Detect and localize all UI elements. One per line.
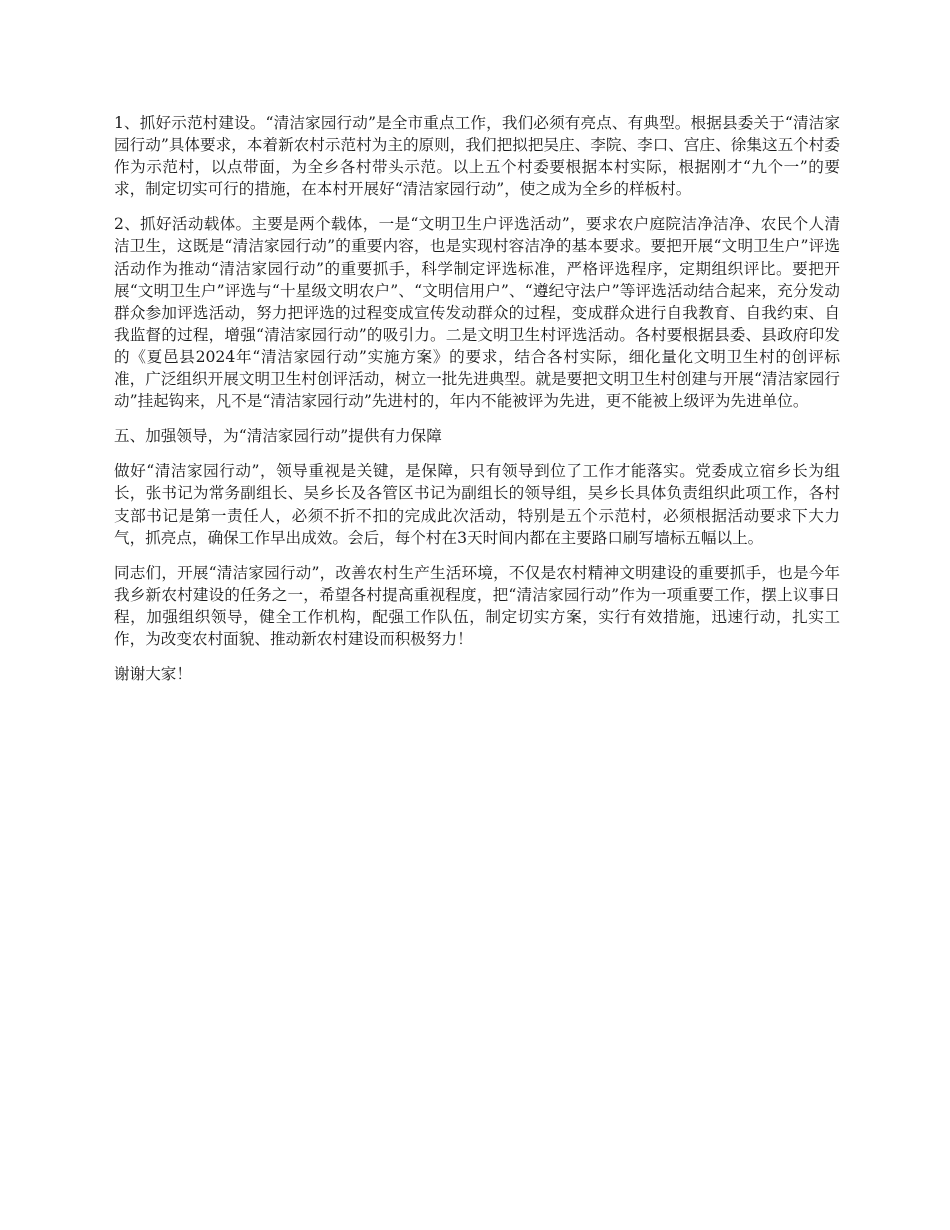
paragraph-leadership: 做好“清洁家园行动”，领导重视是关键，是保障，只有领导到位了工作才能落实。党委成立宿乡长为组长，张书记为常务副组长、吴乡长及各管区书记为副组长的领导组，吴乡长具体负责组织此项工作，各村支部书记是第一责任人，必须不折不扣的完成此次活动，特别是五个示范村，必须根据活动要求下大力气，抓亮点，确保工作早出成效。会后，每个村在3天时间内都在主要路口刷写墙标五幅以上。 bbox=[114, 462, 840, 547]
paragraph-demonstration-village: 1、抓好示范村建设。“清洁家园行动”是全市重点工作，我们必须有亮点、有典型。根据县委关于“清洁家园行动”具体要求，本着新农村示范村为主的原则，我们把拟把吴庄、李院、李口、宫庄、徐集这五个村委作为示范村，以点带面，为全乡各村带头示范。以上五个村委要根据本村实际，根据刚才“九个一”的要求，制定切实可行的措施，在本村开展好“清洁家园行动”，使之成为全乡的样板村。 bbox=[114, 114, 840, 199]
paragraph-activity-carrier: 2、抓好活动载体。主要是两个载体，一是“文明卫生户评选活动”，要求农户庭院洁净洁净、农民个人清洁卫生，这既是“清洁家园行动”的重要内容，也是实现村容洁净的基本要求。要把开展“文明卫生户”评选活动作为推动“清洁家园行动”的重要抓手，科学制定评选标准，严格评选程序，定期组织评比。要把开展“文明卫生户”评选与“十星级文明农户”、“文明信用户”、“遵纪守法户”等评选活动结合起来，充分发动群众参加评选活动，努力把评选的过程变成宣传发动群众的过程，变成群众进行自我教育、自我约束、自我监督的过程，增强“清洁家园行动”的吸引力。二是文明卫生村评选活动。各村要根据县委、县政府印发的《夏邑县2024年“清洁家园行动”实施方案》的要求，结合各村实际，细化量化文明卫生村的创评标准，广泛组织开展文明卫生村创评活动，树立一批先进典型。就是要把文明卫生村创建与开展“清洁家园行动”挂起钩来，凡不是“清洁家园行动”先进村的，年内不能被评为先进，更不能被上级评为先进单位。 bbox=[114, 215, 840, 411]
paragraph-closing: 同志们，开展“清洁家园行动”，改善农村生产生活环境，不仅是农村精神文明建设的重要抓手，也是今年我乡新农村建设的任务之一，希望各村提高重视程度，把“清洁家园行动”作为一项重要工作，摆上议事日程，加强组织领导，健全工作机构，配强工作队伍，制定切实方案，实行有效措施，迅速行动，扎实工作，为改变农村面貌、推动新农村建设而积极努力！ bbox=[114, 563, 840, 648]
document-page bbox=[114, 112, 840, 698]
section-heading-leadership: 五、加强领导，为“清洁家园行动”提供有力保障 bbox=[114, 427, 442, 446]
paragraph-thanks: 谢谢大家！ bbox=[114, 665, 192, 684]
